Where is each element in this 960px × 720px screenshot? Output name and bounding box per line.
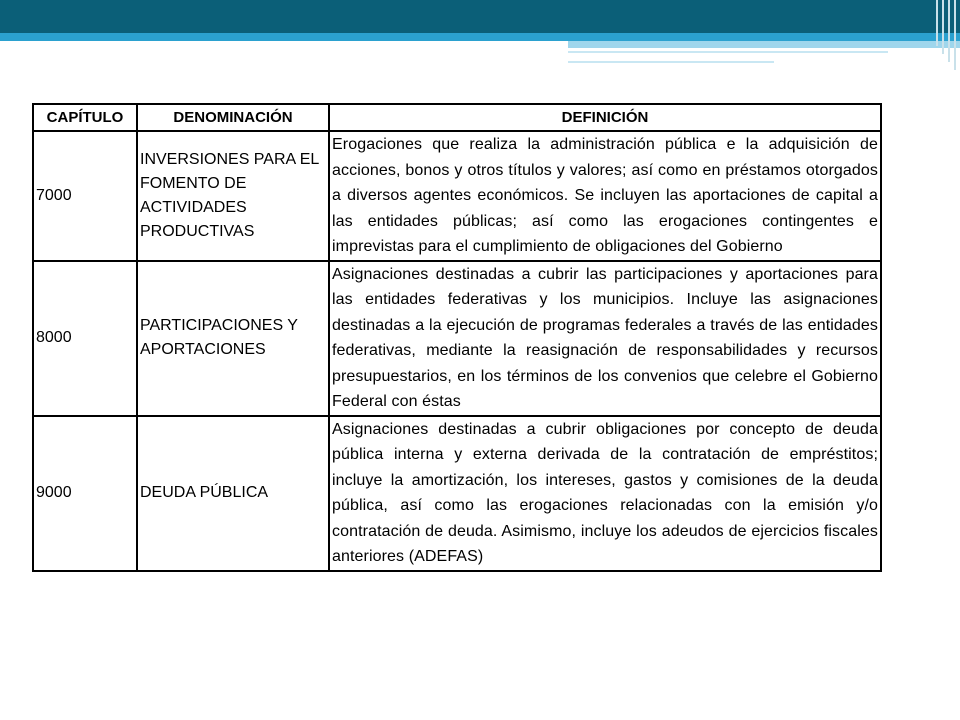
slide-accent-line <box>0 33 960 41</box>
cell-denominacion: PARTICIPACIONES Y APORTACIONES <box>137 261 329 416</box>
cell-capitulo: 8000 <box>33 261 137 416</box>
slide-decor-line <box>568 61 774 63</box>
budget-chapters-table <box>32 103 882 572</box>
table-row <box>33 261 881 416</box>
table-row <box>33 131 881 261</box>
header-definicion: DEFINICIÓN <box>329 104 881 131</box>
cell-definicion: Asignaciones destinadas a cubrir obligaciones por concepto de deuda pública interna y externa derivada de la contratación de empréstitos; incluye la amortización, los intereses, gastos y comisiones de la deuda pública, así como las erogaciones relacionadas con la emisión y/o contratación de deuda. Asimismo, incluye los adeudos de ejercicios fiscales anteriores (ADEFAS) <box>329 416 881 571</box>
header-capitulo: CAPÍTULO <box>33 104 137 131</box>
cell-denominacion: DEUDA PÚBLICA <box>137 416 329 571</box>
slide-accent-light-line <box>568 41 960 48</box>
cell-capitulo: 9000 <box>33 416 137 571</box>
table-row <box>33 416 881 571</box>
header-denominacion: DENOMINACIÓN <box>137 104 329 131</box>
table-header-row <box>33 104 881 131</box>
slide-header-band <box>0 0 960 33</box>
slide-decor-line <box>568 51 888 53</box>
cell-denominacion: INVERSIONES PARA EL FOMENTO DE ACTIVIDADES PRODUCTIVAS <box>137 131 329 261</box>
cell-definicion: Erogaciones que realiza la administración pública e la adquisición de acciones, bonos y otros títulos y valores; así como en préstamos otorgados a diversos agentes económicos. Se incluyen las aportaciones de capital a las entidades públicas; así como las erogaciones contingentes e imprevistas para el cumplimiento de obligaciones del Gobierno <box>329 131 881 261</box>
cell-definicion: Asignaciones destinadas a cubrir las participaciones y aportaciones para las entidades federativas y los municipios. Incluye las asignaciones destinadas a la ejecución de programas federales a través de las entidades federativas, mediante la reasignación de responsabilidades y recursos presupuestarios, en los términos de los convenios que celebre el Gobierno Federal con éstas <box>329 261 881 416</box>
cell-capitulo: 7000 <box>33 131 137 261</box>
